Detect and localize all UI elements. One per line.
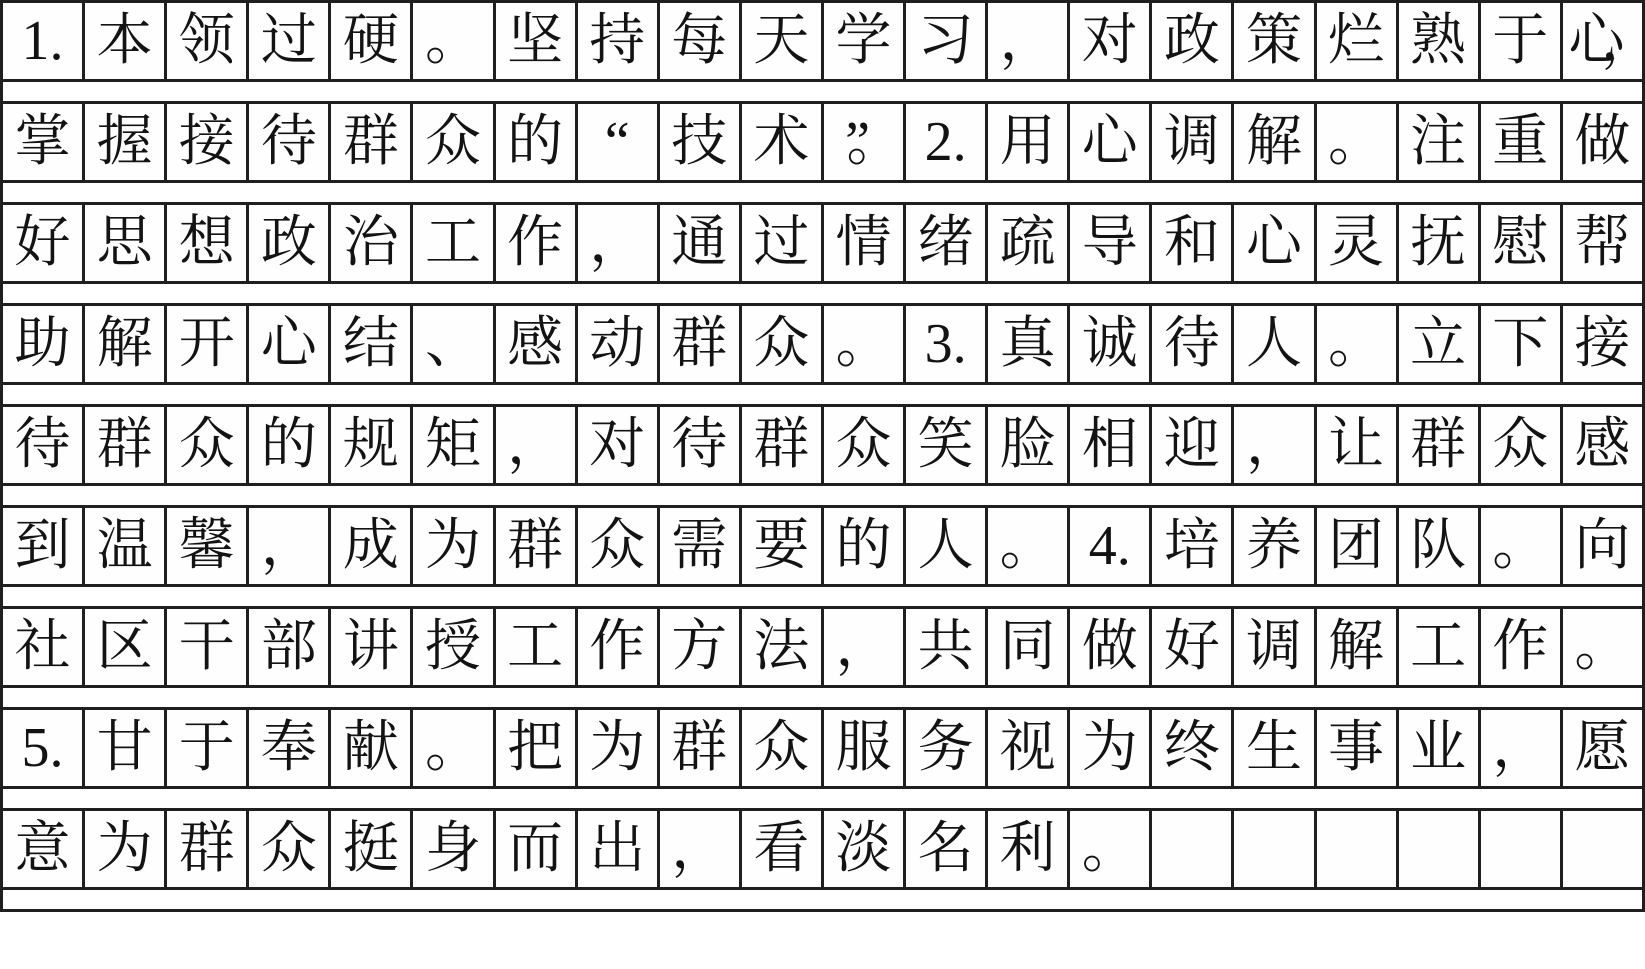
grid-cell: 笑 (905, 406, 987, 485)
grid-cell: 掌 (2, 103, 84, 182)
grid-cell: 业 (1397, 709, 1479, 788)
grid-cell: 好 (2, 204, 84, 283)
grid-cell: 群 (740, 406, 822, 485)
grid-cell: 绪 (905, 204, 987, 283)
grid-cell: 工 (412, 204, 494, 283)
grid-cell: 务 (905, 709, 987, 788)
grid-cell: 众 (576, 507, 658, 586)
grid-cell: 心 (248, 305, 330, 384)
grid-cell: 社 (2, 608, 84, 687)
grid-cell: 奉 (248, 709, 330, 788)
grid-cell: 团 (1315, 507, 1397, 586)
grid-cell: 解 (1233, 103, 1315, 182)
grid-cell: 视 (987, 709, 1069, 788)
grid-cell: ”。 (822, 103, 904, 182)
grid-cell: 法 (740, 608, 822, 687)
grid-cell: 调 (1151, 103, 1233, 182)
text-row (2, 810, 1644, 889)
grid-cell: 。 (1479, 507, 1561, 586)
grid-cell: 工 (1397, 608, 1479, 687)
grid-cell: 生 (1233, 709, 1315, 788)
text-row (2, 305, 1644, 384)
grid-cell: 群 (330, 103, 412, 182)
grid-cell: “ (576, 103, 658, 182)
grid-cell: 真 (987, 305, 1069, 384)
grid-cell: 待 (248, 103, 330, 182)
grid-cell: 1. (2, 2, 84, 81)
row-spacer (2, 283, 1644, 305)
grid-cell: 帮 (1561, 204, 1643, 283)
grid-cell: 术 (740, 103, 822, 182)
row-spacer-cell (2, 788, 1644, 810)
grid-cell: 解 (84, 305, 166, 384)
grid-cell: 对 (576, 406, 658, 485)
grid-cell: 重 (1479, 103, 1561, 182)
grid-cell: 作 (576, 608, 658, 687)
grid-cell: 于 (1479, 2, 1561, 81)
grid-cell: 导 (1069, 204, 1151, 283)
row-spacer (2, 485, 1644, 507)
grid-cell: 。 (822, 305, 904, 384)
grid-cell: 讲 (330, 608, 412, 687)
grid-cell (1397, 810, 1479, 889)
grid-cell: 于 (166, 709, 248, 788)
grid-cell: 和 (1151, 204, 1233, 283)
grid-cell: 规 (330, 406, 412, 485)
text-row (2, 204, 1644, 283)
grid-cell: 迎 (1151, 406, 1233, 485)
grid-cell: 相 (1069, 406, 1151, 485)
grid-cell: 群 (494, 507, 576, 586)
grid-cell: 部 (248, 608, 330, 687)
grid-cell: 待 (658, 406, 740, 485)
grid-cell: 矩 (412, 406, 494, 485)
grid-cell: 治 (330, 204, 412, 283)
grid-cell (1233, 810, 1315, 889)
grid-cell: 需 (658, 507, 740, 586)
grid-cell (1315, 810, 1397, 889)
grid-cell: 共 (905, 608, 987, 687)
grid-cell: 2. (905, 103, 987, 182)
grid-cell: ， (1233, 406, 1315, 485)
grid-cell: 接 (166, 103, 248, 182)
grid-cell: 的 (494, 103, 576, 182)
grid-cell: 灵 (1315, 204, 1397, 283)
grid-cell: 让 (1315, 406, 1397, 485)
grid-cell: 众 (166, 406, 248, 485)
grid-cell: 温 (84, 507, 166, 586)
grid-cell: 馨 (166, 507, 248, 586)
row-spacer-cell (2, 586, 1644, 608)
grid-cell: 。 (412, 2, 494, 81)
text-row (2, 608, 1644, 687)
grid-cell: 领 (166, 2, 248, 81)
grid-cell: 。 (1069, 810, 1151, 889)
grid-cell: 情 (822, 204, 904, 283)
row-spacer (2, 384, 1644, 406)
grid-cell: ， (576, 204, 658, 283)
grid-cell: 策 (1233, 2, 1315, 81)
grid-cell: 感 (1561, 406, 1643, 485)
grid-cell: 向 (1561, 507, 1643, 586)
grid-cell: 握 (84, 103, 166, 182)
grid-cell: 。 (1315, 103, 1397, 182)
grid-cell: 通 (658, 204, 740, 283)
grid-cell: ， (494, 406, 576, 485)
grid-cell: 众 (1479, 406, 1561, 485)
grid-cell: 每 (658, 2, 740, 81)
grid-cell: 脸 (987, 406, 1069, 485)
grid-cell: 过 (740, 204, 822, 283)
row-spacer (2, 687, 1644, 709)
text-row (2, 406, 1644, 485)
grid-cell: 天 (740, 2, 822, 81)
row-spacer-cell (2, 182, 1644, 204)
grid-cell: 培 (1151, 507, 1233, 586)
grid-cell: 为 (84, 810, 166, 889)
grid-cell: 授 (412, 608, 494, 687)
grid-cell: 众 (412, 103, 494, 182)
grid-cell: 为 (1069, 709, 1151, 788)
grid-cell: 烂 (1315, 2, 1397, 81)
grid-cell: 想 (166, 204, 248, 283)
grid-cell: 疏 (987, 204, 1069, 283)
grid-cell: 待 (1151, 305, 1233, 384)
grid-cell: 调 (1233, 608, 1315, 687)
row-spacer-cell (2, 283, 1644, 305)
row-spacer (2, 81, 1644, 103)
grid-cell: 。 (1315, 305, 1397, 384)
grid-cell: 服 (822, 709, 904, 788)
grid-cell: 政 (1151, 2, 1233, 81)
grid-cell: 挺 (330, 810, 412, 889)
grid-cell: 慰 (1479, 204, 1561, 283)
grid-cell: 众 (740, 709, 822, 788)
grid-cell: 4. (1069, 507, 1151, 586)
grid-cell: 5. (2, 709, 84, 788)
grid-cell: 工 (494, 608, 576, 687)
row-spacer-cell (2, 889, 1644, 911)
grid-cell: ， (822, 608, 904, 687)
grid-cell: 人 (905, 507, 987, 586)
grid-cell: 持 (576, 2, 658, 81)
grid-cell: 学 (822, 2, 904, 81)
grid-cell: 好 (1151, 608, 1233, 687)
grid-cell: ， (658, 810, 740, 889)
grid-cell: 。 (987, 507, 1069, 586)
grid-cell: 熟 (1397, 2, 1479, 81)
grid-cell: ， (248, 507, 330, 586)
text-row (2, 103, 1644, 182)
grid-cell: 的 (248, 406, 330, 485)
grid-cell: 立 (1397, 305, 1479, 384)
row-spacer (2, 586, 1644, 608)
grid-cell: 做 (1561, 103, 1643, 182)
row-spacer (2, 182, 1644, 204)
grid-cell: 技 (658, 103, 740, 182)
grid-cell: 下 (1479, 305, 1561, 384)
grid-cell: 。 (412, 709, 494, 788)
grid-cell: 成 (330, 507, 412, 586)
grid-cell: 作 (494, 204, 576, 283)
grid-cell: 心 (1069, 103, 1151, 182)
grid-cell: 对 (1069, 2, 1151, 81)
grid-cell: 淡 (822, 810, 904, 889)
grid-cell: 队 (1397, 507, 1479, 586)
grid-cell: 同 (987, 608, 1069, 687)
grid-cell: 终 (1151, 709, 1233, 788)
grid-cell: 为 (576, 709, 658, 788)
grid-cell: 做 (1069, 608, 1151, 687)
grid-cell: 到 (2, 507, 84, 586)
grid-cell: 方 (658, 608, 740, 687)
grid-cell (1479, 810, 1561, 889)
grid-cell: 抚 (1397, 204, 1479, 283)
grid-cell: 动 (576, 305, 658, 384)
grid-cell: 看 (740, 810, 822, 889)
grid-cell: 众 (740, 305, 822, 384)
grid-cell: 众 (822, 406, 904, 485)
row-spacer-cell (2, 384, 1644, 406)
grid-cell: 硬 (330, 2, 412, 81)
grid-cell: 出 (576, 810, 658, 889)
grid-cell: 而 (494, 810, 576, 889)
grid-cell: 作 (1479, 608, 1561, 687)
grid-cell: 开 (166, 305, 248, 384)
grid-cell: 感 (494, 305, 576, 384)
grid-cell: 心 (1233, 204, 1315, 283)
row-spacer (2, 889, 1644, 911)
grid-cell: 、 (412, 305, 494, 384)
grid-cell: 要 (740, 507, 822, 586)
grid-cell: 诚 (1069, 305, 1151, 384)
grid-cell: 过 (248, 2, 330, 81)
grid-cell: 利 (987, 810, 1069, 889)
grid-cell: 人 (1233, 305, 1315, 384)
grid-cell: 名 (905, 810, 987, 889)
grid-cell: 众 (248, 810, 330, 889)
grid-cell: 习 (905, 2, 987, 81)
grid-cell: ， (987, 2, 1069, 81)
grid-cell: 身 (412, 810, 494, 889)
grid-cell: 群 (658, 709, 740, 788)
grid-cell: 思 (84, 204, 166, 283)
grid-cell: 甘 (84, 709, 166, 788)
grid-cell: 区 (84, 608, 166, 687)
grid-cell (1561, 810, 1643, 889)
grid-cell: 群 (166, 810, 248, 889)
grid-cell: 愿 (1561, 709, 1643, 788)
grid-cell: 接 (1561, 305, 1643, 384)
grid-cell: 群 (84, 406, 166, 485)
grid-cell: 献 (330, 709, 412, 788)
grid-cell: 事 (1315, 709, 1397, 788)
grid-cell: 用 (987, 103, 1069, 182)
grid-cell: 3. (905, 305, 987, 384)
grid-cell: 心， (1561, 2, 1643, 81)
grid-cell: 干 (166, 608, 248, 687)
row-spacer-cell (2, 485, 1644, 507)
grid-cell: 把 (494, 709, 576, 788)
grid-cell: 待 (2, 406, 84, 485)
grid-cell: 结 (330, 305, 412, 384)
grid-cell: 坚 (494, 2, 576, 81)
grid-cell: 政 (248, 204, 330, 283)
grid-cell: 群 (658, 305, 740, 384)
grid-cell: ， (1479, 709, 1561, 788)
grid-cell (1151, 810, 1233, 889)
grid-cell: 为 (412, 507, 494, 586)
grid-cell: 助 (2, 305, 84, 384)
row-spacer-cell (2, 81, 1644, 103)
row-spacer-cell (2, 687, 1644, 709)
grid-cell: 本 (84, 2, 166, 81)
grid-cell: 养 (1233, 507, 1315, 586)
grid-cell: 群 (1397, 406, 1479, 485)
row-spacer (2, 788, 1644, 810)
text-row (2, 2, 1644, 81)
text-row (2, 507, 1644, 586)
grid-cell: 意 (2, 810, 84, 889)
grid-cell: 注 (1397, 103, 1479, 182)
grid-cell: 。 (1561, 608, 1643, 687)
grid-body (2, 2, 1644, 911)
grid-cell: 解 (1315, 608, 1397, 687)
text-row (2, 709, 1644, 788)
grid-cell: 的 (822, 507, 904, 586)
